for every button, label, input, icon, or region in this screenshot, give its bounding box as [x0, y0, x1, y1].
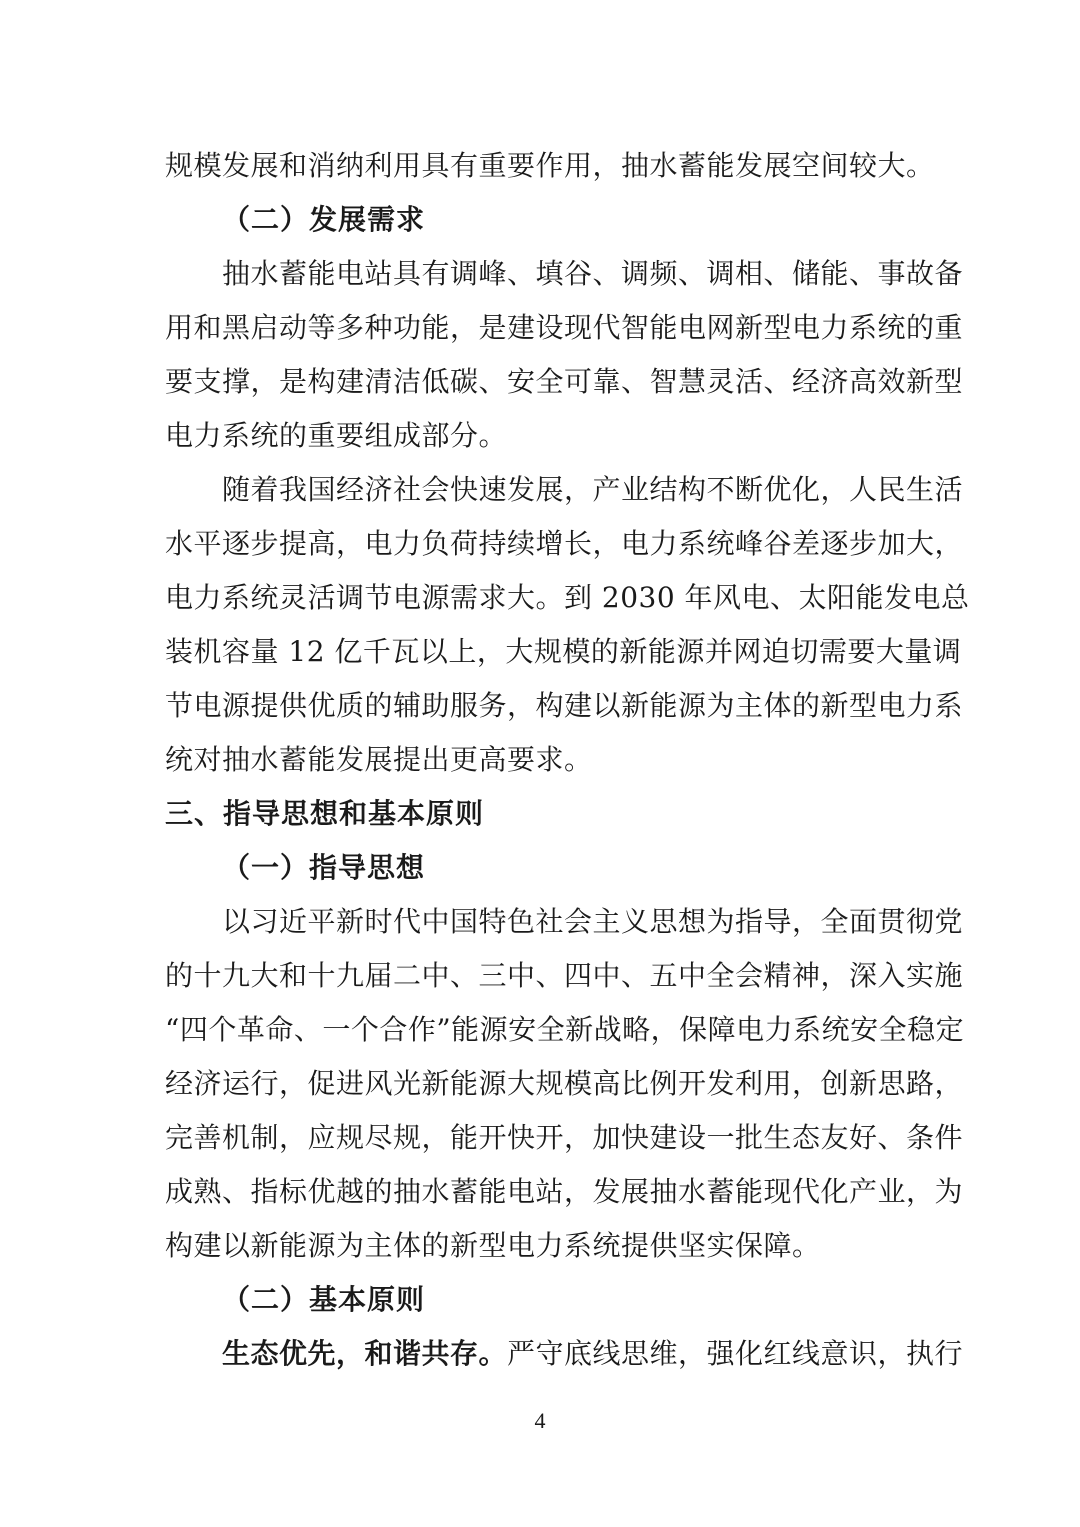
- section-heading-basic-principles: （二）基本原则: [222, 1283, 426, 1316]
- section-heading-guiding-thought: （一）指导思想: [222, 851, 426, 884]
- paragraph-line: 电力系统灵活调节电源需求大。到 2030 年风电、太阳能发电总: [165, 581, 970, 614]
- paragraph-line: 随着我国经济社会快速发展，产业结构不断优化，人民生活: [222, 473, 964, 506]
- paragraph-line: 成熟、指标优越的抽水蓄能电站，发展抽水蓄能现代化产业，为: [165, 1175, 964, 1208]
- paragraph-line: 节电源提供优质的辅助服务，构建以新能源为主体的新型电力系: [165, 689, 964, 722]
- paragraph-line: 的十九大和十九届二中、三中、四中、五中全会精神，深入实施: [165, 959, 964, 992]
- principle-text: 严守底线思维，强化红线意识，执行: [507, 1337, 964, 1370]
- paragraph-line: 抽水蓄能电站具有调峰、填谷、调频、调相、储能、事故备: [222, 257, 964, 290]
- paragraph-line: [222, 1336, 964, 1372]
- paragraph-line: 规模发展和消纳利用具有重要作用，抽水蓄能发展空间较大。: [165, 149, 935, 182]
- page-number: 4: [534, 1408, 546, 1433]
- section-heading-development-needs: （二）发展需求: [222, 203, 426, 236]
- paragraph-line: 水平逐步提高，电力负荷持续增长，电力系统峰谷差逐步加大，: [165, 527, 964, 560]
- paragraph-line: 用和黑启动等多种功能，是建设现代智能电网新型电力系统的重: [165, 311, 964, 344]
- paragraph-line: 构建以新能源为主体的新型电力系统提供坚实保障。: [165, 1229, 821, 1262]
- principle-title: 生态优先，和谐共存。: [222, 1337, 508, 1370]
- paragraph-line: 电力系统的重要组成部分。: [165, 419, 508, 452]
- paragraph-line: 完善机制，应规尽规，能开快开，加快建设一批生态友好、条件: [165, 1121, 964, 1154]
- paragraph-line: 经济运行，促进风光新能源大规模高比例开发利用，创新思路，: [165, 1067, 964, 1100]
- paragraph-line: 统对抽水蓄能发展提出更高要求。: [165, 743, 593, 776]
- paragraph-line: 要支撑，是构建清洁低碳、安全可靠、智慧灵活、经济高效新型: [165, 365, 964, 398]
- chapter-heading-guiding-principles: 三、指导思想和基本原则: [165, 797, 485, 830]
- paragraph-line: “四个革命、一个合作”能源安全新战略，保障电力系统安全稳定: [165, 1013, 965, 1046]
- paragraph-line: 装机容量 12 亿千瓦以上，大规模的新能源并网迫切需要大量调: [165, 635, 962, 668]
- paragraph-line: 以习近平新时代中国特色社会主义思想为指导，全面贯彻党: [222, 905, 964, 938]
